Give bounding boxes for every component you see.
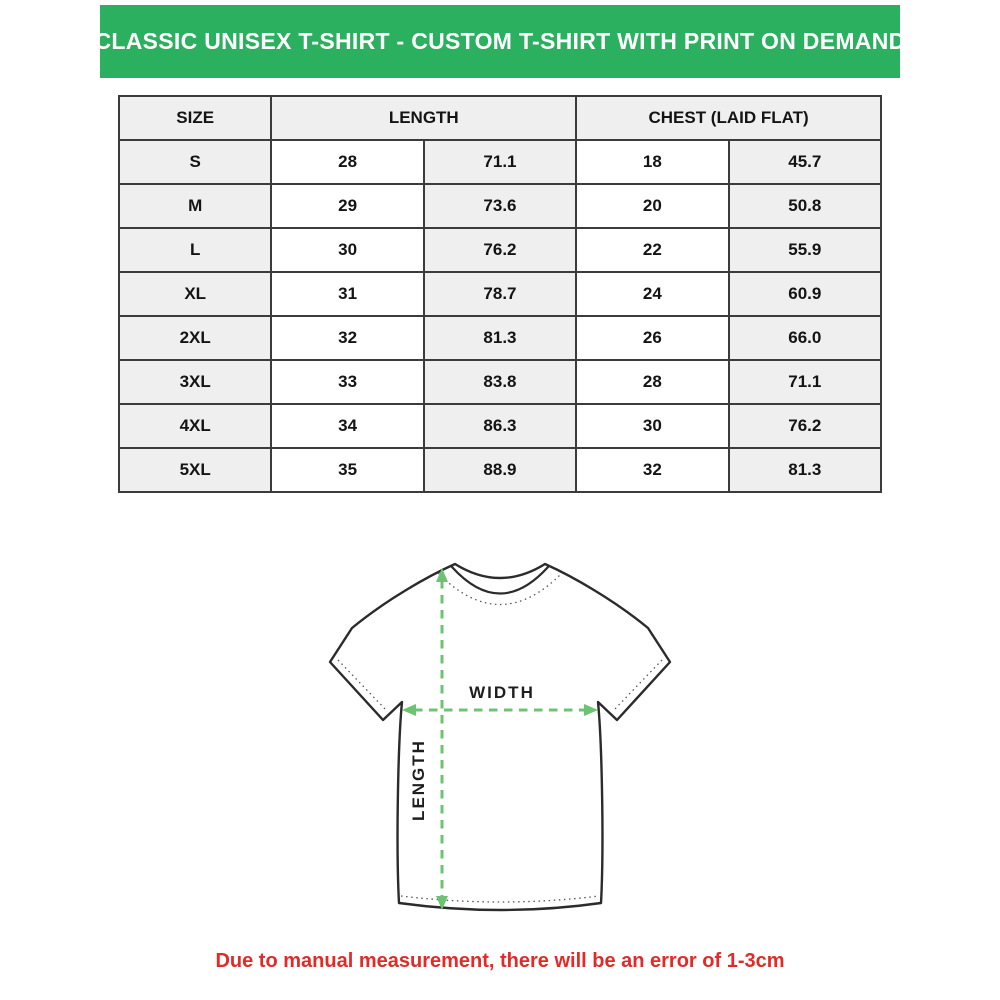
length-cm-cell: 78.7 [424, 272, 576, 316]
measurement-error-note: Due to manual measurement, there will be an error of 1-3cm [215, 950, 785, 972]
chest-in-cell: 30 [576, 404, 728, 448]
chest-cm-cell: 71.1 [729, 360, 881, 404]
tshirt-diagram-svg [300, 548, 700, 933]
title-banner [94, 5, 906, 78]
chest-in-cell: 22 [576, 228, 728, 272]
table-header-row [119, 96, 881, 140]
length-cm-cell: 86.3 [424, 404, 576, 448]
size-cell: 5XL [119, 448, 271, 492]
length-cm-cell: 76.2 [424, 228, 576, 272]
col-header-chest: CHEST (LAID FLAT) [576, 96, 881, 140]
length-cm-cell: 83.8 [424, 360, 576, 404]
chest-cm-cell: 50.8 [729, 184, 881, 228]
length-in-cell: 33 [271, 360, 423, 404]
size-cell: XL [119, 272, 271, 316]
size-cell: 2XL [119, 316, 271, 360]
length-cm-cell: 71.1 [424, 140, 576, 184]
size-cell: M [119, 184, 271, 228]
chest-cm-cell: 66.0 [729, 316, 881, 360]
length-in-cell: 34 [271, 404, 423, 448]
length-label: LENGTH [409, 739, 428, 821]
table-row [119, 360, 881, 404]
chest-cm-cell: 81.3 [729, 448, 881, 492]
table-row [119, 448, 881, 492]
length-cm-cell: 88.9 [424, 448, 576, 492]
chest-in-cell: 18 [576, 140, 728, 184]
page-title: CLASSIC UNISEX T-SHIRT - CUSTOM T-SHIRT WITH PRINT ON DEMAND [94, 28, 906, 54]
length-cm-cell: 81.3 [424, 316, 576, 360]
table-row [119, 228, 881, 272]
size-cell: L [119, 228, 271, 272]
chest-in-cell: 24 [576, 272, 728, 316]
table-row [119, 184, 881, 228]
size-cell: S [119, 140, 271, 184]
table-row [119, 404, 881, 448]
chest-in-cell: 26 [576, 316, 728, 360]
length-in-cell: 31 [271, 272, 423, 316]
chest-in-cell: 28 [576, 360, 728, 404]
size-cell: 3XL [119, 360, 271, 404]
chest-in-cell: 32 [576, 448, 728, 492]
size-table [118, 95, 882, 493]
col-header-size: SIZE [119, 96, 271, 140]
table-row [119, 140, 881, 184]
chest-cm-cell: 76.2 [729, 404, 881, 448]
length-in-cell: 30 [271, 228, 423, 272]
length-in-cell: 29 [271, 184, 423, 228]
length-in-cell: 35 [271, 448, 423, 492]
length-in-cell: 28 [271, 140, 423, 184]
tshirt-measurement-diagram [300, 548, 700, 933]
length-cm-cell: 73.6 [424, 184, 576, 228]
chest-in-cell: 20 [576, 184, 728, 228]
chest-cm-cell: 55.9 [729, 228, 881, 272]
chest-cm-cell: 60.9 [729, 272, 881, 316]
col-header-length: LENGTH [271, 96, 576, 140]
tshirt-outline [330, 564, 670, 910]
length-in-cell: 32 [271, 316, 423, 360]
size-cell: 4XL [119, 404, 271, 448]
width-label: WIDTH [469, 683, 535, 702]
table-row [119, 272, 881, 316]
table-row [119, 316, 881, 360]
chest-cm-cell: 45.7 [729, 140, 881, 184]
